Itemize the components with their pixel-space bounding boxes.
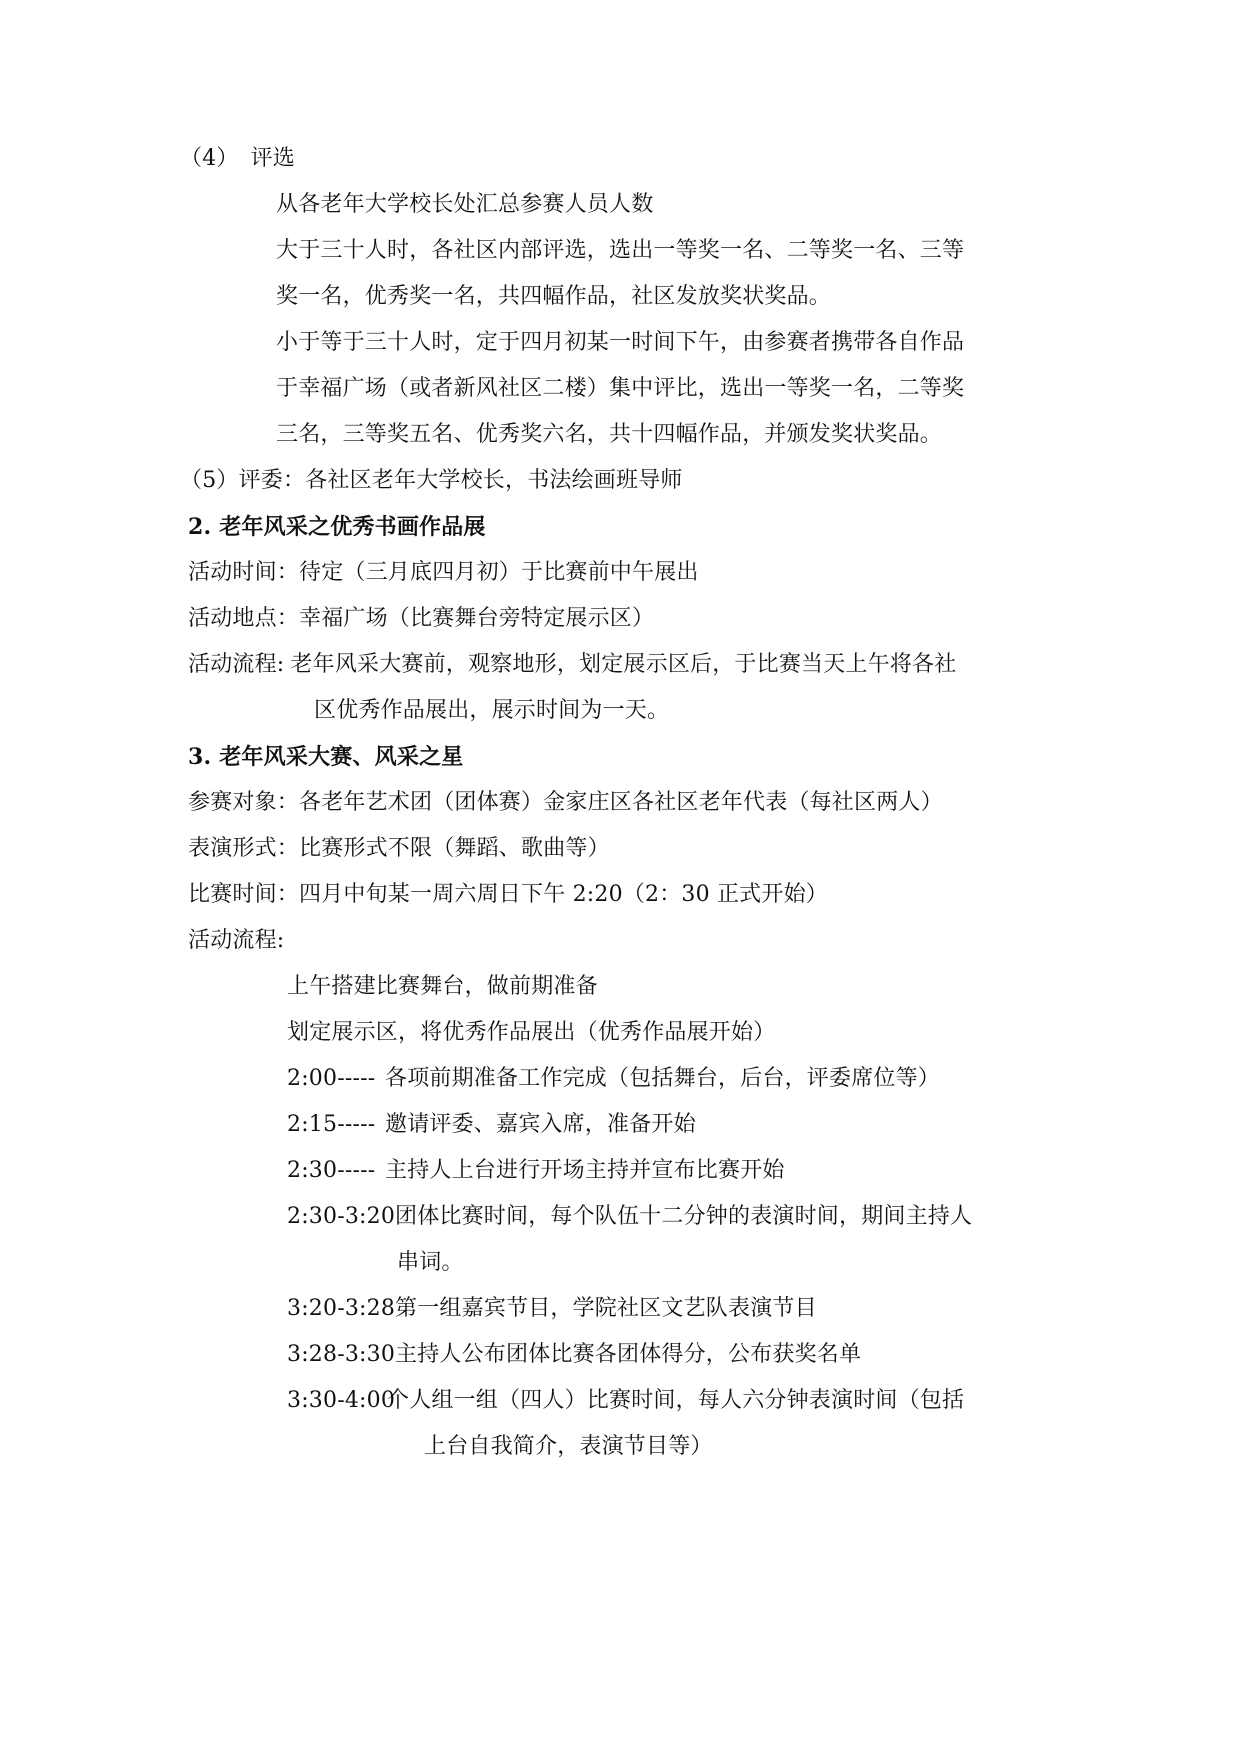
paragraph-line: 从各老年大学校长处汇总参赛人员人数	[276, 192, 654, 217]
schedule-time: 2:15-----	[287, 1112, 376, 1137]
paragraph-line: 于幸福广场（或者新风社区二楼）集中评比，选出一等奖一名，二等奖	[276, 376, 965, 401]
paragraph-line: 三名，三等奖五名、优秀奖六名，共十四幅作品，并颁发奖状奖品。	[276, 422, 943, 447]
item-5-judges: （5）评委：各社区老年大学校长，书法绘画班导师	[180, 468, 683, 493]
schedule-item-cont: 上台自我简介，表演节目等）	[424, 1434, 713, 1459]
section-3-heading: 3. 老年风采大赛、风采之星	[188, 744, 464, 770]
section-3-form: 表演形式：比赛形式不限（舞蹈、歌曲等）	[188, 836, 610, 861]
schedule-item	[287, 1155, 785, 1187]
schedule-time: 3:28-3:30	[287, 1342, 396, 1367]
schedule-time: 2:00-----	[287, 1066, 376, 1091]
schedule-time: 2:30-----	[287, 1158, 376, 1183]
schedule-item	[287, 1109, 696, 1141]
section-3-time: 比赛时间：四月中旬某一周六周日下午 2:20（2：30 正式开始）	[188, 882, 828, 907]
flow-text: 老年风采大赛前，观察地形，划定展示区后，于比赛当天上午将各社	[290, 652, 957, 677]
flow-label: 活动流程:	[188, 652, 285, 677]
prep-line: 上午搭建比赛舞台，做前期准备	[287, 974, 598, 999]
paragraph-line: 奖一名，优秀奖一名，共四幅作品，社区发放奖状奖品。	[276, 284, 832, 309]
section-2-flow-cont: 区优秀作品展出，展示时间为一天。	[314, 698, 670, 723]
section-2-time: 活动时间：待定（三月底四月初）于比赛前中午展出	[188, 560, 699, 585]
schedule-time: 2:30-3:20	[287, 1204, 396, 1229]
section-2-flow	[188, 649, 956, 681]
schedule-time: 3:20-3:28	[287, 1296, 396, 1321]
item-4-number: （4）	[180, 146, 239, 171]
paragraph-line: 小于等于三十人时，定于四月初某一时间下午，由参赛者携带各自作品	[276, 330, 965, 355]
schedule-item	[287, 1385, 964, 1417]
schedule-text: 邀请评委、嘉宾入席，准备开始	[385, 1112, 696, 1137]
section-2-place: 活动地点：幸福广场（比赛舞台旁特定展示区）	[188, 606, 655, 631]
schedule-time: 3:30-4:00	[287, 1388, 396, 1413]
item-4-heading	[180, 143, 295, 175]
item-4-title: 评选	[250, 146, 296, 171]
schedule-text: 团体比赛时间，每个队伍十二分钟的表演时间，期间主持人	[395, 1204, 973, 1229]
section-3-flow-label: 活动流程:	[188, 928, 285, 953]
section-2-heading: 2. 老年风采之优秀书画作品展	[188, 514, 486, 540]
schedule-item	[287, 1063, 940, 1095]
schedule-item	[287, 1201, 972, 1233]
schedule-text: 第一组嘉宾节目，学院社区文艺队表演节目	[395, 1296, 817, 1321]
schedule-item	[287, 1293, 817, 1325]
section-3-participants: 参赛对象：各老年艺术团（团体赛）金家庄区各社区老年代表（每社区两人）	[188, 790, 943, 815]
schedule-text: 主持人公布团体比赛各团体得分，公布获奖名单	[395, 1342, 862, 1367]
schedule-text: 各项前期准备工作完成（包括舞台，后台，评委席位等）	[385, 1066, 941, 1091]
schedule-text: 个人组一组（四人）比赛时间，每人六分钟表演时间（包括	[387, 1388, 965, 1413]
paragraph-line: 大于三十人时，各社区内部评选，选出一等奖一名、二等奖一名、三等	[276, 238, 965, 263]
prep-line: 划定展示区，将优秀作品展出（优秀作品展开始）	[287, 1020, 776, 1045]
schedule-item-cont: 串词。	[397, 1250, 464, 1275]
schedule-text: 主持人上台进行开场主持并宣布比赛开始	[385, 1158, 785, 1183]
schedule-item	[287, 1339, 861, 1371]
